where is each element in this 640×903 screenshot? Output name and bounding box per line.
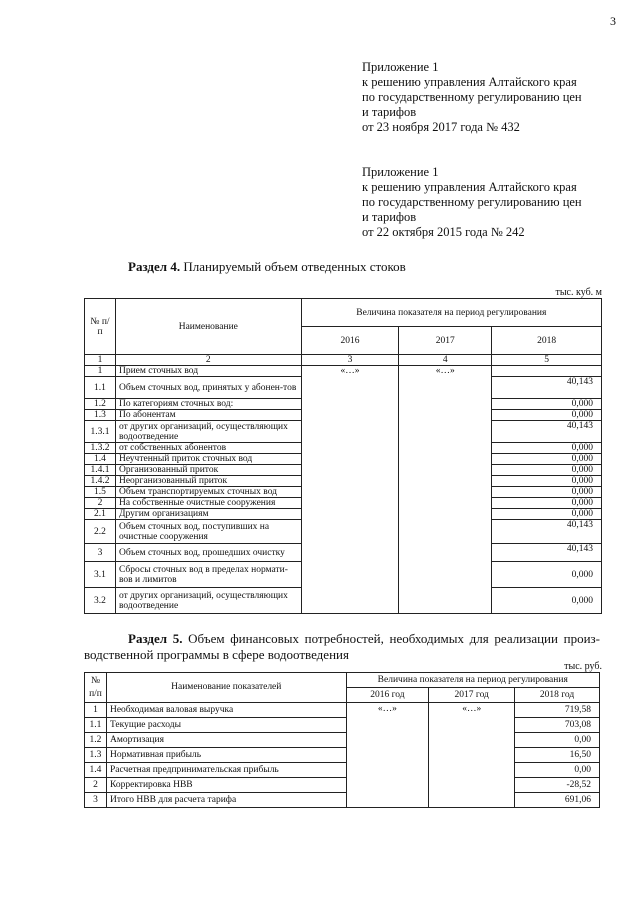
row-value-2018: 0,000 bbox=[492, 562, 602, 588]
value-2017-merged: «…» bbox=[429, 703, 515, 808]
row-name: Объем сточных вод, поступивших на очистные сооружения bbox=[115, 520, 301, 544]
section4-unit: тыс. куб. м bbox=[555, 287, 602, 298]
row-num: 3 bbox=[85, 544, 116, 562]
row-num: 1.3.2 bbox=[85, 443, 116, 454]
index-cell: 4 bbox=[399, 355, 492, 366]
row-value-2018: 0,000 bbox=[492, 487, 602, 498]
header-year-2017: 2017 год bbox=[429, 688, 515, 703]
row-num: 1.3 bbox=[85, 410, 116, 421]
row-value-2018: 16,50 bbox=[515, 748, 600, 763]
index-cell: 3 bbox=[301, 355, 399, 366]
row-num: 1.4 bbox=[85, 763, 107, 778]
row-value-2018: 0,000 bbox=[492, 498, 602, 509]
index-cell: 5 bbox=[492, 355, 602, 366]
row-num: 1.3 bbox=[85, 748, 107, 763]
row-value-2018: 40,143 bbox=[492, 520, 602, 544]
row-num: 1.4.2 bbox=[85, 476, 116, 487]
row-num: 1 bbox=[85, 366, 116, 377]
table-row bbox=[85, 718, 600, 733]
header-year-2016: 2016 год bbox=[346, 688, 429, 703]
header-period: Величина показателя на период регулирования bbox=[301, 299, 601, 327]
row-num: 1.3.1 bbox=[85, 421, 116, 443]
row-num: 3 bbox=[85, 793, 107, 808]
row-value-2018: 0,000 bbox=[492, 465, 602, 476]
annex-line: к решению управления Алтайского края bbox=[362, 180, 577, 194]
page-number: 3 bbox=[610, 14, 616, 28]
header-year-2018: 2018 год bbox=[515, 688, 600, 703]
row-num: 1.2 bbox=[85, 399, 116, 410]
header-num: № п/п bbox=[85, 299, 116, 355]
row-num: 1 bbox=[85, 703, 107, 718]
row-num: 1.5 bbox=[85, 487, 116, 498]
row-value-2018: 40,143 bbox=[492, 544, 602, 562]
row-value-2018: 0,000 bbox=[492, 443, 602, 454]
header-name: Наименование показателей bbox=[106, 673, 346, 703]
annex-line: Приложение 1 bbox=[362, 165, 439, 179]
row-value-2018: 691,06 bbox=[515, 793, 600, 808]
row-name: от других организаций, осуществляющих водоотведение bbox=[115, 421, 301, 443]
row-value-2018: 0,000 bbox=[492, 399, 602, 410]
row-name: Корректировка НВВ bbox=[106, 778, 346, 793]
index-cell: 1 bbox=[85, 355, 116, 366]
row-value-2018 bbox=[492, 366, 602, 377]
row-name: На собственные очистные сооружения bbox=[115, 498, 301, 509]
index-cell: 2 bbox=[115, 355, 301, 366]
header-period: Величина показателя на период регулирования bbox=[346, 673, 599, 688]
table-row bbox=[85, 748, 600, 763]
row-name: Неучтенный приток сточных вод bbox=[115, 454, 301, 465]
row-num: 1.2 bbox=[85, 733, 107, 748]
row-num: 3.1 bbox=[85, 562, 116, 588]
annex-line: от 22 октября 2015 года № 242 bbox=[362, 225, 525, 239]
row-num: 2.2 bbox=[85, 520, 116, 544]
row-name: от собственных абонентов bbox=[115, 443, 301, 454]
annex-line: от 23 ноября 2017 года № 432 bbox=[362, 120, 520, 134]
section5-title bbox=[84, 631, 600, 663]
row-name: По категориям сточных вод: bbox=[115, 399, 301, 410]
row-value-2018: 0,00 bbox=[515, 763, 600, 778]
row-name: Расчетная предпринимательская прибыль bbox=[106, 763, 346, 778]
row-value-2018: 703,08 bbox=[515, 718, 600, 733]
annex-line: и тарифов bbox=[362, 105, 417, 119]
row-name: Прием сточных вод bbox=[115, 366, 301, 377]
row-name: Необходимая валовая выручка bbox=[106, 703, 346, 718]
annex-line: по государственному регулированию цен bbox=[362, 90, 582, 104]
row-name: Организованный приток bbox=[115, 465, 301, 476]
header-name: Наименование bbox=[115, 299, 301, 355]
table-row bbox=[85, 366, 602, 377]
row-name: от других организаций, осуществляющих водоотведение bbox=[115, 588, 301, 614]
row-name: Нормативная прибыль bbox=[106, 748, 346, 763]
row-value-2018: 0,00 bbox=[515, 733, 600, 748]
header-year-2018: 2018 bbox=[492, 327, 602, 355]
value-2016-merged: «…» bbox=[301, 366, 399, 614]
row-num: 1.4 bbox=[85, 454, 116, 465]
table-row bbox=[85, 703, 600, 718]
row-name: Другим организациям bbox=[115, 509, 301, 520]
annex-line: и тарифов bbox=[362, 210, 417, 224]
row-name: Объем сточных вод, прошедших очистку bbox=[115, 544, 301, 562]
section5-title-rest: Объем финансовых потребностей, необходимых для реализации произ-водственной программы в сфере водоотведения bbox=[84, 631, 601, 662]
row-num: 1.1 bbox=[85, 718, 107, 733]
row-num: 2.1 bbox=[85, 509, 116, 520]
row-value-2018: 0,000 bbox=[492, 588, 602, 614]
row-num: 1.1 bbox=[85, 377, 116, 399]
row-value-2018: 0,000 bbox=[492, 476, 602, 487]
table-row bbox=[85, 733, 600, 748]
header-num: № п/п bbox=[85, 673, 107, 703]
row-value-2018: -28,52 bbox=[515, 778, 600, 793]
row-name: Неорганизованный приток bbox=[115, 476, 301, 487]
row-num: 3.2 bbox=[85, 588, 116, 614]
value-2016-merged: «…» bbox=[346, 703, 429, 808]
row-value-2018: 40,143 bbox=[492, 377, 602, 399]
row-name: Текущие расходы bbox=[106, 718, 346, 733]
row-name: Итого НВВ для расчета тарифа bbox=[106, 793, 346, 808]
row-num: 1.4.1 bbox=[85, 465, 116, 476]
section5-title-bold: Раздел 5. bbox=[128, 631, 183, 646]
row-num: 2 bbox=[85, 498, 116, 509]
section5-unit: тыс. руб. bbox=[564, 661, 602, 672]
annex-line: к решению управления Алтайского края bbox=[362, 75, 577, 89]
header-year-2016: 2016 bbox=[301, 327, 399, 355]
annex-block-original bbox=[362, 165, 582, 240]
row-name: Амортизация bbox=[106, 733, 346, 748]
row-name: Объем транспортируемых сточных вод bbox=[115, 487, 301, 498]
row-value-2018: 719,58 bbox=[515, 703, 600, 718]
annex-line: по государственному регулированию цен bbox=[362, 195, 582, 209]
row-value-2018: 0,000 bbox=[492, 509, 602, 520]
row-value-2018: 40,143 bbox=[492, 421, 602, 443]
section4-title-rest: Планируемый объем отведенных стоков bbox=[180, 259, 406, 274]
table-row bbox=[85, 778, 600, 793]
row-name: Объем сточных вод, принятых у абонен-тов bbox=[115, 377, 301, 399]
row-num: 2 bbox=[85, 778, 107, 793]
annex-line: Приложение 1 bbox=[362, 60, 439, 74]
table-row bbox=[85, 763, 600, 778]
header-year-2017: 2017 bbox=[399, 327, 492, 355]
annex-block-current bbox=[362, 60, 582, 135]
section4-title-bold: Раздел 4. bbox=[128, 259, 181, 274]
table-row bbox=[85, 793, 600, 808]
row-name: По абонентам bbox=[115, 410, 301, 421]
section5-table bbox=[84, 672, 600, 808]
section4-table bbox=[84, 298, 602, 614]
section4-title bbox=[128, 259, 406, 275]
row-value-2018: 0,000 bbox=[492, 410, 602, 421]
row-name: Сбросы сточных вод в пределах нормати-вов и лимитов bbox=[115, 562, 301, 588]
value-2017-merged: «…» bbox=[399, 366, 492, 614]
row-value-2018: 0,000 bbox=[492, 454, 602, 465]
